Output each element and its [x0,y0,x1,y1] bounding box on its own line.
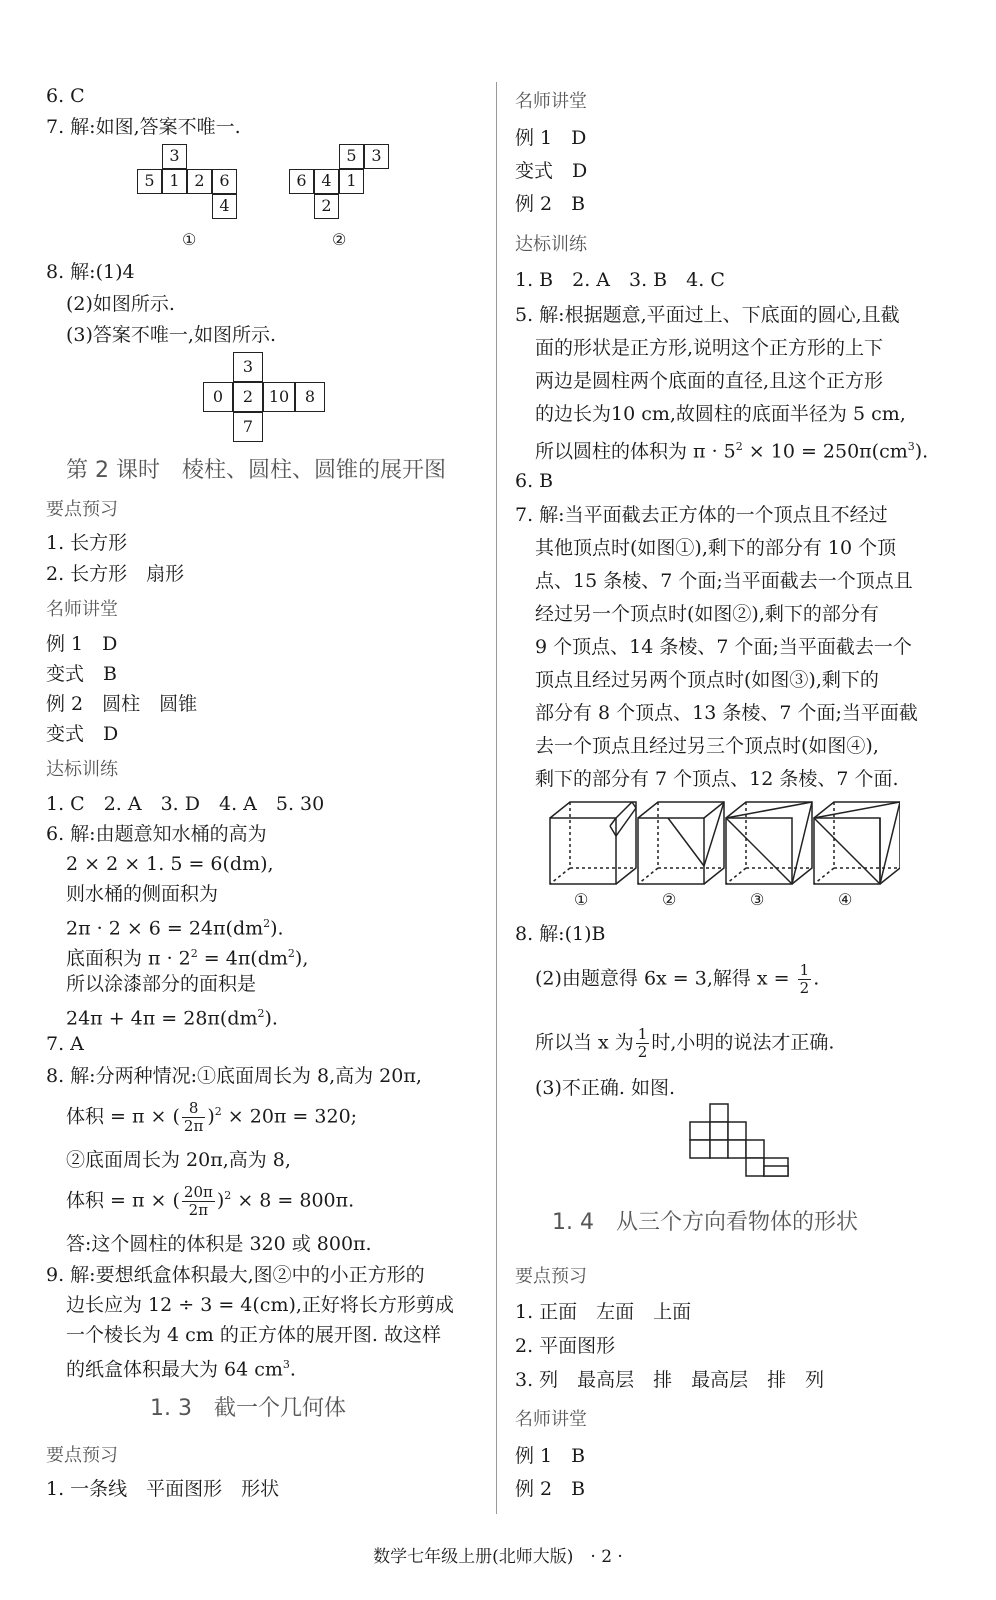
training-6-line: 所以涂漆部分的面积是 [66,973,257,995]
preview-1-3: 1. 一条线 平面图形 形状 [46,1478,280,1500]
training-7-line: 经过另一个顶点时(如图②),剩下的部分有 [535,603,879,625]
net-cell: 2 [233,382,263,412]
net-cell: 2 [314,194,339,219]
preview-2: 2. 平面图形 [515,1335,616,1357]
training-9-line: 的纸盒体积最大为 64 $cm^3$. [66,1358,296,1381]
net-cell: 4 [212,194,237,219]
section-1-3-title: 1. 3 截一个几何体 [150,1396,346,1421]
training-6: 6. 解:由题意知水桶的高为 [46,823,267,845]
answer-7: 7. 解:如图,答案不唯一. [46,116,241,138]
training-8-3: (3)不正确. 如图. [535,1077,676,1099]
training-5-line: 的边长为10 cm,故圆柱的底面半径为 5 cm, [535,403,906,425]
cube-1 [550,802,636,884]
column-divider [496,82,497,1514]
training-7-line: 顶点且经过另两个顶点时(如图③),剩下的 [535,669,879,691]
training-7-line: 9 个顶点、14 条棱、7 个面;当平面截去一个 [535,636,912,658]
cube-label: ① [574,890,589,909]
net-cell: 2 [187,169,212,194]
cube-2 [638,802,724,884]
staircase-net-figure [686,1100,796,1186]
training-6-line: $24\pi + 4\pi = 28\pi(dm^2)$. [66,1007,278,1030]
example-2: 例 2 B [515,193,586,215]
training-7: 7. A [46,1033,84,1055]
page-footer: 数学七年级上册(北师大版) · 2 · [373,1547,623,1567]
training-6: 6. B [515,470,554,492]
training-5-line: 两边是圆柱两个底面的直径,且这个正方形 [535,370,884,392]
section-header: 要点预习 [46,499,118,520]
example-2: 例 2 B [515,1478,586,1500]
cube-4 [814,802,900,884]
section-header: 名师讲堂 [515,91,587,112]
net-cell: 1 [339,169,364,194]
example-1: 例 1 D [46,633,118,655]
training-5-line: 所以圆柱的体积为 $\pi \cdot 5^2 \times 10 = 250\pi(cm^3)$. [535,440,929,463]
training-1-5: 1. C 2. A 3. D 4. A 5. 30 [46,793,325,815]
section-header: 名师讲堂 [46,599,118,620]
training-7-line: 点、15 条棱、7 个面;当平面截去一个顶点且 [535,570,913,592]
training-7-line: 剩下的部分有 7 个顶点、12 条棱、7 个面. [535,768,899,790]
training-5-line: 面的形状是正方形,说明这个正方形的上下 [535,337,884,359]
net-cell: 1 [162,169,187,194]
variant-2: 变式 D [46,723,119,745]
training-9-line: 一个棱长为 4 cm 的正方体的展开图. 故这样 [66,1324,441,1346]
training-5: 5. 解:根据题意,平面过上、下底面的圆心,且截 [515,304,900,326]
training-6-line: $2\pi \cdot 2 \times 6 = 24\pi(dm^2)$. [66,917,284,940]
training-7: 7. 解:当平面截去正方体的一个顶点且不经过 [515,504,888,526]
training-1-4: 1. B 2. A 3. B 4. C [515,269,725,291]
net-cell: 3 [233,352,263,382]
training-8: 8. 解:(1)B [515,923,606,945]
training-8-line: ②底面周长为 20π,高为 8, [66,1149,291,1171]
answer-8-3: (3)答案不唯一,如图所示. [66,324,276,346]
section-1-4-title: 1. 4 从三个方向看物体的形状 [552,1210,858,1235]
net-cell: 8 [295,382,325,412]
cube-label: ② [662,890,677,909]
cube-label: ③ [750,890,765,909]
net-label: ② [332,230,347,249]
section-header: 要点预习 [515,1266,587,1287]
example-1: 例 1 B [515,1445,586,1467]
training-7-line: 去一个顶点且经过另三个顶点时(如图④), [535,735,879,757]
net-cell: 6 [212,169,237,194]
net-cell: 4 [314,169,339,194]
training-8: 8. 解:分两种情况:①底面周长为 8,高为 20π, [46,1065,422,1087]
training-8-2-conclusion: 所以当 x 为 $\frac{1}{2}$ 时,小明的说法才正确. [535,1025,835,1061]
variant-1: 变式 B [46,663,117,685]
net-cell: 5 [339,144,364,169]
net-cell: 10 [263,382,295,412]
section-header: 要点预习 [46,1445,118,1466]
answer-6: 6. C [46,85,85,107]
training-8-2: (2)由题意得 6x = 3,解得 x = $\frac{1}{2}$ . [535,961,820,997]
training-6-line: 2 × 2 × 1. 5 = 6(dm), [66,853,274,875]
answer-8-2: (2)如图所示. [66,293,175,315]
section-header: 达标训练 [515,234,587,255]
section-header: 名师讲堂 [515,1409,587,1430]
training-8-line: 体积 = π × ( $\frac{8}{2\pi}$ )$^2$ × 20π = 320; [66,1099,358,1135]
variant-1: 变式 D [515,160,588,182]
net-cell: 3 [162,144,187,169]
training-7-line: 其他顶点时(如图①),剩下的部分有 10 个顶 [535,537,897,559]
preview-3: 3. 列 最高层 排 最高层 排 列 [515,1369,825,1391]
lesson-2-title: 第 2 课时 棱柱、圆柱、圆锥的展开图 [66,458,446,483]
preview-2: 2. 长方形 扇形 [46,563,185,585]
net-label: ① [182,230,197,249]
cube-label: ④ [838,890,853,909]
net-cell: 0 [203,382,233,412]
training-6-line: 则水桶的侧面积为 [66,883,219,905]
answer-8-1: 8. 解:(1)4 [46,261,135,283]
net-cell: 3 [364,144,389,169]
training-9-line: 边长应为 12 ÷ 3 = 4(cm),正好将长方形剪成 [66,1294,454,1316]
net-cell: 5 [137,169,162,194]
net-cell: 6 [289,169,314,194]
net-cell: 7 [233,412,263,442]
training-6-line: 底面积为 $\pi \cdot 2^2 = 4\pi(dm^2)$, [66,947,309,970]
preview-1: 1. 长方形 [46,532,128,554]
training-7-line: 部分有 8 个顶点、13 条棱、7 个面;当平面截 [535,702,918,724]
preview-1: 1. 正面 左面 上面 [515,1301,692,1323]
example-1: 例 1 D [515,127,587,149]
training-9: 9. 解:要想纸盒体积最大,图②中的小正方形的 [46,1264,425,1286]
section-header: 达标训练 [46,759,118,780]
training-8-line: 体积 = π × ( $\frac{20\pi}{2\pi}$ )$^2$ × 8 = 800π. [66,1183,355,1219]
example-2: 例 2 圆柱 圆锥 [46,693,198,715]
cube-3 [726,802,812,884]
training-8-answer: 答:这个圆柱的体积是 320 或 800π. [66,1233,372,1255]
